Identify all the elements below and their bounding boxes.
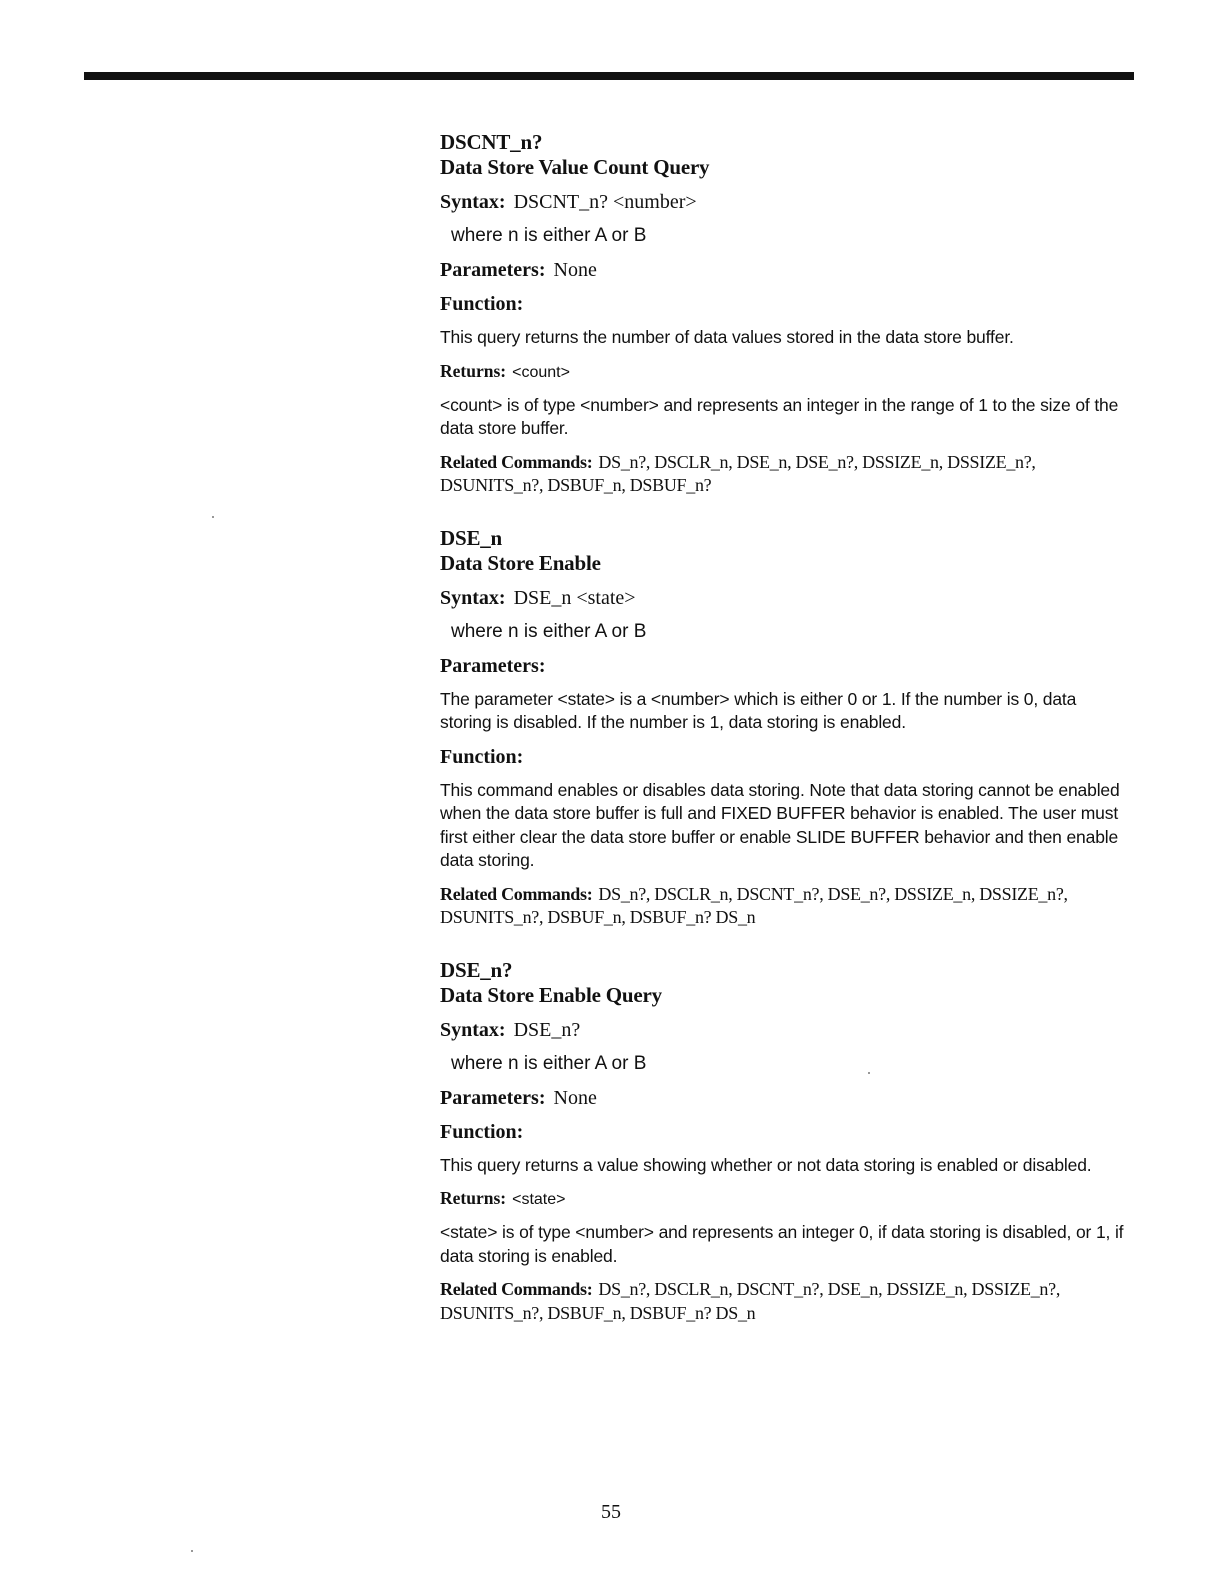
command-name: DSCNT_n? bbox=[440, 130, 543, 154]
returns-label: Returns: bbox=[440, 360, 507, 381]
returns-text: <state> is of type <number> and represents an integer 0, if data storing is disabled, or 1, if data storing is enabled. bbox=[440, 1222, 1124, 1266]
function-heading: Function: bbox=[440, 745, 524, 768]
parameters-label: Parameters: bbox=[440, 259, 546, 281]
related-commands-label: Related Commands: bbox=[440, 883, 593, 904]
function-heading: Function: bbox=[440, 293, 524, 315]
scan-speck bbox=[212, 516, 214, 518]
returns-line bbox=[440, 360, 1140, 384]
command-entry-dse bbox=[440, 526, 1140, 930]
related-commands bbox=[440, 1278, 1132, 1325]
related-commands bbox=[440, 883, 1132, 930]
command-name: DSE_n? bbox=[440, 957, 513, 982]
returns-label: Returns: bbox=[440, 1188, 507, 1208]
command-reference-column bbox=[440, 130, 1140, 1353]
related-commands-label: Related Commands: bbox=[440, 1279, 593, 1299]
returns-text: <count> is of type <number> and represents an integer in the range of 1 to the size of the data store buffer. bbox=[440, 394, 1119, 438]
syntax-label: Syntax: bbox=[440, 191, 506, 213]
syntax-value: DSCNT_n? <number> bbox=[513, 191, 697, 213]
command-entry-dse-query bbox=[440, 958, 1140, 1326]
parameters-text: The parameter <state> is a <number> which is either 0 or 1. If the number is 0, data storing is disabled. If the number is 1, data storing is enabled. bbox=[440, 688, 1077, 732]
function-heading: Function: bbox=[440, 1120, 524, 1143]
parameters-value: None bbox=[553, 259, 597, 281]
related-commands bbox=[440, 451, 1132, 498]
command-name: DSE_n bbox=[440, 525, 503, 550]
syntax-line bbox=[440, 1018, 1140, 1042]
where-note: where n is either A or B bbox=[451, 1052, 647, 1074]
syntax-label: Syntax: bbox=[440, 1018, 506, 1041]
command-title: Data Store Enable Query bbox=[440, 982, 662, 1007]
scan-speck bbox=[191, 1550, 193, 1552]
function-text: This command enables or disables data storing. Note that data storing cannot be enabled when the data store buffer is full and FIXED BUFFER behavior is enabled. The user must first either clear the data store buffer or enable SLIDE BUFFER behavior and then enable data storing. bbox=[440, 779, 1120, 870]
page-number: 55 bbox=[601, 1501, 621, 1523]
related-commands-list: DS_n?, DSCLR_n, DSCNT_n?, DSE_n?, DSSIZE_n, DSSIZE_n?, DSUNITS_n?, DSBUF_n, DSBUF_n? DS_n bbox=[440, 883, 1068, 927]
command-title: Data Store Value Count Query bbox=[440, 155, 710, 179]
syntax-line bbox=[440, 586, 1140, 610]
related-commands-list: DS_n?, DSCLR_n, DSCNT_n?, DSE_n, DSSIZE_n, DSSIZE_n?, DSUNITS_n?, DSBUF_n, DSBUF_n? DS_n bbox=[440, 1279, 1061, 1323]
function-text: This query returns the number of data values stored in the data store buffer. bbox=[440, 327, 1014, 347]
parameters-line bbox=[440, 258, 1140, 282]
syntax-value: DSE_n <state> bbox=[513, 586, 636, 609]
parameters-value: None bbox=[553, 1086, 597, 1109]
related-commands-list: DS_n?, DSCLR_n, DSE_n, DSE_n?, DSSIZE_n, DSSIZE_n?, DSUNITS_n?, DSBUF_n, DSBUF_n? bbox=[440, 451, 1036, 495]
function-text: This query returns a value showing whether or not data storing is enabled or disabled. bbox=[440, 1154, 1092, 1175]
parameters-line bbox=[440, 1086, 1140, 1110]
returns-line bbox=[440, 1187, 1140, 1211]
related-commands-label: Related Commands: bbox=[440, 451, 593, 472]
syntax-line bbox=[440, 190, 1140, 214]
where-note: where n is either A or B bbox=[451, 225, 647, 246]
scan-speck bbox=[868, 1072, 870, 1074]
where-note: where n is either A or B bbox=[451, 620, 647, 642]
command-entry-dscnt-query bbox=[440, 130, 1140, 498]
returns-value: <count> bbox=[512, 363, 570, 381]
header-rule bbox=[84, 72, 1134, 80]
syntax-value: DSE_n? bbox=[513, 1018, 581, 1041]
returns-value: <state> bbox=[512, 1191, 566, 1208]
syntax-label: Syntax: bbox=[440, 586, 506, 609]
parameters-heading: Parameters: bbox=[440, 654, 546, 677]
command-title: Data Store Enable bbox=[440, 550, 601, 575]
parameters-label: Parameters: bbox=[440, 1086, 546, 1109]
